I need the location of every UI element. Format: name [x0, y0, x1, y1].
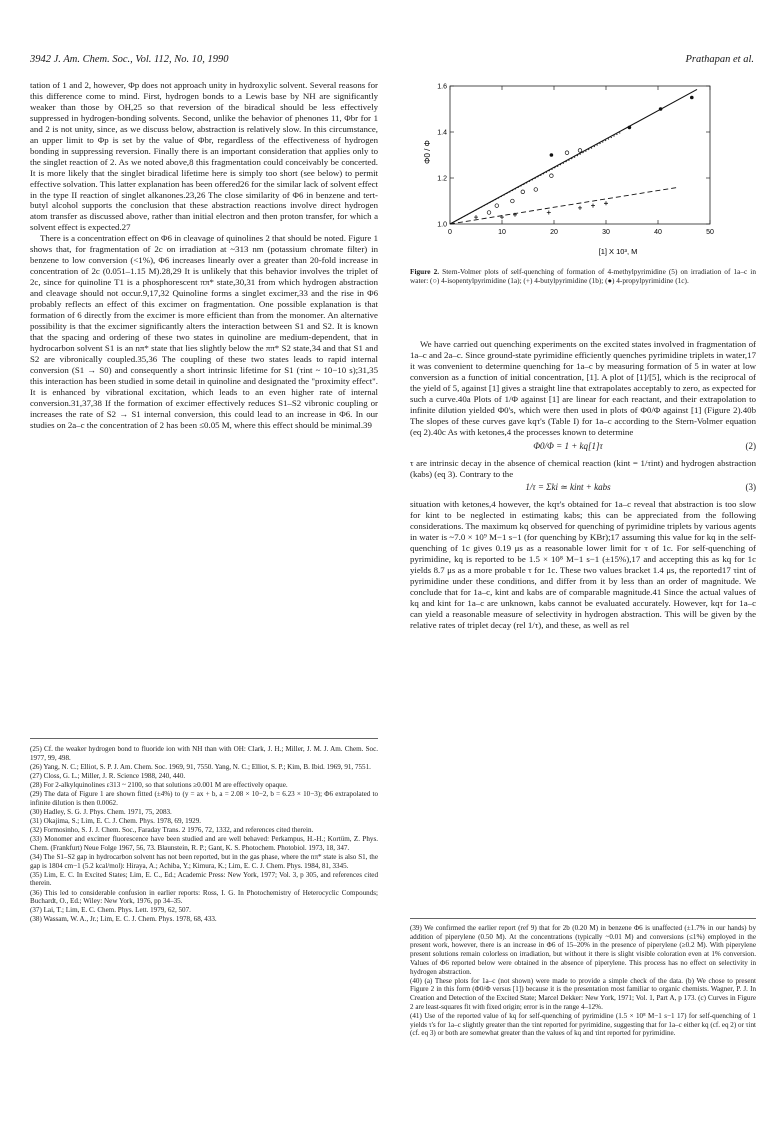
- y-tick-label: 1.0: [437, 221, 447, 229]
- caption-text: Stern-Volmer plots of self-quenching of formation of 4-methylpyrimidine (5) on irradiation of 1a–c in water: (○) 4-isopentylpyrimidine (1a); (+) 4-butylpyrimidine (1b); (●) 4-propylpyrimidine (1c).: [410, 267, 756, 285]
- footnote: (34) The S1–S2 gap in hydrocarbon solvent has not been reported, but in the gas phase, where the nπ* state is also S1, the gap is 1804 cm−1 (5.2 kcal/mol): Hiraya, A.; Achiba, Y.; Kimura, K.; Lim, E. C. J. Chem. Phys. 1984, 81, 3345.: [30, 852, 378, 870]
- paragraph: tation of 1 and 2, however, Φp does not approach unity in hydroxylic solvent. Several reasons for this difference come to mind. First, hydrogen bonds to a Lewis base by NH are significantly weaker than those by OH,25 so that reversion of the biradical should be less effectively suppressed in hydrogen-bonding solvents. Second, unlike the behavior of phenones 11, Φbr for 1 and 2 is not unity, since, as we discuss below, abstraction is relatively slow. In this circumstance, an upper limit to Φp is set by the value of Φbr, regardless of the effectiveness of hydrogen bonding in suppressing reversion. Finally there is an important consideration that applies only to the singlet reaction of 2. As we noted above,8 this fragmentation could conceivably be concerted. It is more likely that the singlet biradical lifetime here is simply too short (see below) to permit effective solvation. This latter explanation has been offered26 for the similar lack of solvent effect in the type II reaction of singlet alkanones.23,26 The close similarity of Φ6 in benzene and tert-butyl alcohol supports the conclusion that these abstraction reactions involve direct hydrogen atom transfer as discussed above, rather than initial electron and then proton transfer, for which a solvent effect is expected.27: [30, 80, 378, 233]
- equation-2: [410, 441, 756, 455]
- footnote: (41) Use of the reported value of kq for self-quenching of pyrimidine (1.5 × 10⁸ M−1 s−1 17) for self-quenching of 1 yields τ's for 1a–c slightly greater than the τint reported for pyrimidine, suggesting that for 1a–c either kq (cf. eq 2) or τint (cf. eq 3) or both are somewhat greater than the values of kq and τint reported for pyrimidine.: [410, 1011, 756, 1038]
- footnotes-left: [30, 738, 378, 925]
- plus-point: [474, 215, 478, 219]
- equation-3: [410, 482, 756, 496]
- plus-point: [591, 204, 595, 208]
- open-circle-point: [550, 174, 554, 178]
- footnote: (29) The data of Figure 1 are shown fitted (±4%) to (y = ax + b, a = 2.08 × 10−2, b = 6.23 × 10−3); Φ6 extrapolated to infinite dilution is then 0.0062.: [30, 790, 378, 807]
- y-tick-label: 1.6: [437, 83, 447, 91]
- filled-circle-point: [628, 126, 632, 130]
- paragraph: There is a concentration effect on Φ6 in cleavage of quinolines 2 that should be noted. Figure 1 shows that, for fragmentation of 2c on irradiation at ~313 nm (potassium chromate filter) in benzene to low conversion (<1%), Φ6 increases linearly over a greater than 20-fold increase in concentration of 2c (0.051–1.15 M).28,29 It is unlikely that this behavior involves the triplet of 2c, since for quinoline T1 is a phosphorescent ππ* state,30,31 from which hydrogen abstraction and cleavage should not occur.9,17,32 Quinoline forms a singlet excimer,33 and the rise in Φ6 probably reflects an effect of this excimer on fragmentation. One possible explanation is that formation of 6 directly from the excimer is more efficient than from the monomer. An alternative possibility is that the excimer significantly alters the interaction between S1 and S2. It is known that the spacing and ordering of these two states in quinoline are medium-dependent, that in hydrocarbon solvent S1 is an nπ* state that lies slightly below the ππ* S2 state,34 and that S1 and S2 are vibronically coupled.35,36 The coupling of these two states leads to rapid internal conversion (S1 → S0) and consequently a short intrinsic lifetime for S1 (τint ~ 10−10 s);31,35 this interaction has been studied in some detail in quinoline and designated the "proximity effect". It is enhanced by vibrational excitation, which leads to an even higher rate of internal conversion.31,37,38 If the formation of excimer effectively reduces S1–S2 vibronic coupling or increases the rate of S2 → S1 internal conversion, this could lead to an increase in Φ6. In our studies on 2a–c the concentration of 2 has been ≤0.05 M, where this effect should be minimal.39: [30, 233, 378, 430]
- filled-circle-point: [550, 153, 554, 157]
- footnote: (30) Hadley, S. G. J. Phys. Chem. 1971, 75, 2083.: [30, 807, 172, 816]
- footnote: (37) Lai, T.; Lim, E. C. Chem. Phys. Lett. 1979, 62, 507.: [30, 906, 191, 915]
- footnote: (36) This led to considerable confusion in earlier reports: Ross, I. G. In Photochemistry of Heterocyclic Compounds; Buchardt, O., Ed.; Wiley: New York, 1976, pp 34–35.: [30, 888, 378, 906]
- equation-number: (3): [745, 482, 756, 493]
- footnote: (25) Cf. the weaker hydrogen bond to fluoride ion with NH than with OH: Clark, J. H.; Miller, J. M. J. Am. Chem. Soc. 1977, 99, 498.: [30, 745, 378, 762]
- footnote: (31) Okajima, S.; Lim, E. C. J. Chem. Phys. 1978, 69, 1929.: [30, 816, 202, 825]
- footnote: (26) Yang, N. C.; Elliot, S. P. J. Am. Chem. Soc. 1969, 91, 7550. Yang, N. C.; Elliot, S. P.; Kim, B. Ibid. 1969, 91, 7551.: [30, 762, 371, 771]
- open-circle-point: [578, 149, 582, 153]
- paragraph: We have carried out quenching experiments on the excited states involved in fragmentation of 1a–c and 2a–c. Since ground-state pyrimidine efficiently quenches pyrimidine triplets in water,17 it was convenient to determine quenching for 1a–c by measuring formation of 5 in water at low conversion as a function of initial concentration, [1]. A plot of [1]/[5], which is the reciprocal of the yield of 5, against [1] gives a straight line that extrapolates acceptably to zero, as expected for such a curve.40a Plots of 1/Φ against [1] are linear for each reactant, and their extrapolation to infinite dilution yielded Φ0's, which were then used in plots of Φ0/Φ against [1] (Figure 2).40b The slopes of these curves gave kqτ's (Table I) for 1a–c according to the Stern-Volmer equation (eq 2).40c As with ketones,4 the processes known to determine: [410, 339, 756, 437]
- x-tick-label: 50: [706, 229, 714, 236]
- footnote: (33) Monomer and excimer fluorescence have been studied and are well behaved: Perkampus, H.-H.; Kortüm, Z. Phys. Chem. (Frankfurt) Neue Folge 1967, 56, 73. Blaunstein, R. P.; Gant, K. S. Photochem. Photobiol. 1973, 18, 347.: [30, 835, 378, 852]
- open-circle-point: [565, 151, 569, 155]
- footnote: (40) (a) These plots for 1a–c (not shown) were made to provide a simple check of the data. (b) We chose to present Figure 2 in this form (Φ0/Φ versus [1]) because it is the presentation most familiar to organic chemists. Wagner, P. J. In Creation and Detection of the Excited State; Marcel Dekker: New York, 1971; Vol. 1, Part A, p 173. (c) Curves in Figure 2 are least-squares fit with fixed origin; error is in the range 4–12%.: [410, 976, 756, 1011]
- filled-circle-point: [690, 96, 694, 100]
- equation-text: Φ0/Φ = 1 + kq[1]τ: [533, 440, 603, 451]
- figure-caption: [410, 267, 756, 285]
- y-axis-label: Φ0 / Φ: [423, 140, 432, 164]
- left-column: [30, 80, 378, 431]
- open-circle-point: [521, 190, 525, 194]
- footnotes-right: [410, 918, 756, 1038]
- plus-point: [547, 211, 551, 215]
- author-header: Prathapan et al.: [685, 54, 754, 65]
- figure-2: [410, 80, 756, 335]
- x-tick-label: 40: [654, 229, 662, 236]
- right-column: [410, 339, 756, 631]
- open-circle-point: [487, 211, 491, 215]
- open-circle-point: [511, 199, 515, 203]
- axes: [437, 84, 714, 237]
- y-tick-label: 1.4: [437, 129, 447, 137]
- plus-point: [578, 206, 582, 210]
- x-tick-label: 10: [498, 229, 506, 236]
- page-header: [30, 54, 754, 70]
- x-tick-label: 20: [550, 229, 558, 236]
- footnote: (32) Formosinho, S. J. J. Chem. Soc., Faraday Trans. 2 1976, 72, 1332, and references cited therein.: [30, 826, 314, 835]
- x-tick-label: 0: [448, 229, 452, 236]
- data-points: [474, 96, 694, 219]
- journal-header: 3942 J. Am. Chem. Soc., Vol. 112, No. 10, 1990: [30, 54, 229, 65]
- footnote: (27) Closs, G. L.; Miller, J. R. Science 1988, 240, 440.: [30, 771, 186, 780]
- open-circle-point: [534, 188, 538, 192]
- paragraph: τ are intrinsic decay in the absence of chemical reaction (kint = 1/τint) and hydrogen abstraction (kabs) (eq 3). Contrary to the: [410, 457, 756, 479]
- footnote: (35) Lim, E. C. In Excited States; Lim, E. C., Ed.; Academic Press: New York, 1977; Vol. 3, p 305, and references cited therein.: [30, 870, 378, 888]
- footnote: (38) Wassam, W. A., Jr.; Lim, E. C. J. Chem. Phys. 1978, 68, 433.: [30, 915, 217, 924]
- y-tick-label: 1.2: [437, 175, 447, 183]
- open-circle-point: [495, 204, 499, 208]
- fit-line-dotted: [450, 132, 622, 224]
- x-axis-label: [1] X 10³, M: [598, 247, 638, 256]
- stern-volmer-chart: [410, 80, 756, 258]
- x-tick-label: 30: [602, 229, 610, 236]
- caption-label: Figure 2.: [410, 267, 440, 276]
- paragraph: situation with ketones,4 however, the kqτ's obtained for 1a–c reveal that abstraction is too slow for kint to be neglected in estimating kabs; this can be appreciated from the following considerations. The maximum kq observed for quenching of pyrimidine triplets by various agents in water is ~7.0 × 10⁹ M−1 s−1 (for quenching by KBr);17 assuming this value for kq in the self-quenching of 1c gives 0.19 μs as a reasonable lower limit for τ of 1c. For self-quenching of pyrimidine, kq is reported to be 1.5 × 10⁸ M−1 s−1 (±15%),17 and accepting this as kq for 1c yields 8.7 μs as a more probable τ for 1c. These two values bracket 1.4 μs, the reported17 τint of pyrimidine under these conditions, and differ from it by less than an order of magnitude. We conclude that for 1a–c, kint and kabs are of comparable magnitude.41 Since the actual values of kq and kint for 1a–c are unknown, kabs cannot be evaluated accurately. However, kqτ for 1a–c can yield a reasonable measure of selectivity in hydrogen abstraction. This will be given by the relative rates of triplet decay (rel 1/τ), and these, as well as rel: [410, 499, 756, 630]
- equation-text: 1/τ = Σki ≃ kint + kabs: [525, 482, 611, 493]
- footnote: (28) For 2-alkylquinolines ε313 ~ 2100, so that solutions ≥0.001 M are effectively opaque.: [30, 780, 288, 789]
- equation-number: (2): [745, 440, 756, 451]
- plus-point: [604, 201, 608, 205]
- footnote: (39) We confirmed the earlier report (ref 9) that for 2b (0.20 M) in benzene Φ6 is unaffected (±1.7% in our hands) by addition of piperylene (0.50 M). At the concentrations (typically ~0.01 M) and conversions (≤1%) employed in the present work, however, there is an increase in Φ6 of 15–20% in the presence of piperylene (≥0.2 M). With piperylene present solutions remain colorless on irradiation, but without it there is slight visible coloration even at 1% conversion. Values of Φ6 reported below were obtained in the absence of piperylene. This process has no effect on selectivity in hydrogen abstraction.: [410, 924, 756, 976]
- filled-circle-point: [659, 107, 663, 111]
